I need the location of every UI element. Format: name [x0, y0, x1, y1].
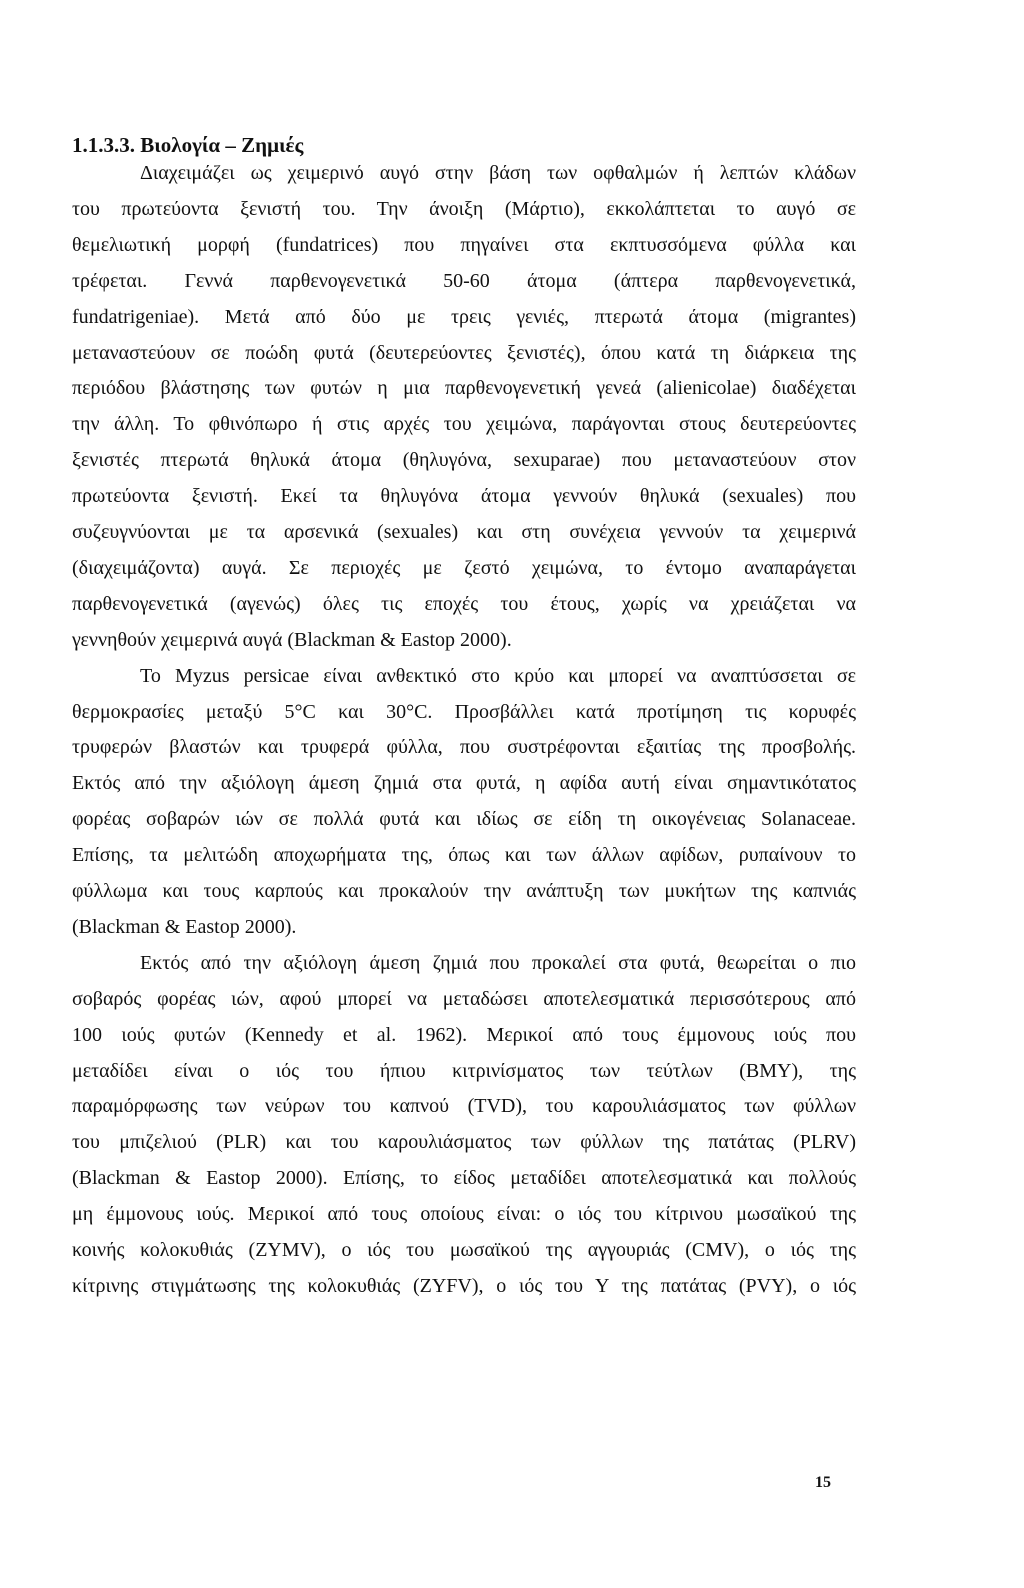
text-line: (Blackman & Eastop 2000). Επίσης, το είδος μεταδίδει αποτελεσματικά και πολλούς	[72, 1167, 856, 1189]
text-line: παραμόρφωσης των νεύρων του καπνού (TVD), του καρουλιάσματος των φύλλων	[72, 1095, 856, 1117]
text-line: ξενιστές πτερωτά θηλυκά άτομα (θηλυγόνα, sexuparae) που μεταναστεύουν στον	[72, 449, 856, 471]
text-line: περιόδου βλάστησης των φυτών η μια παρθενογενετική γενεά (alienicolae) διαδέχεται	[72, 377, 856, 399]
text-line: φορέας σοβαρών ιών σε πολλά φυτά και ιδίως σε είδη τη οικογένειας Solanaceae.	[72, 808, 856, 830]
text-line: Διαχειμάζει ως χειμερινό αυγό στην βάση των οφθαλμών ή λεπτών κλάδων	[140, 162, 856, 184]
text-line: σοβαρός φορέας ιών, αφού μπορεί να μεταδώσει αποτελεσματικά περισσότερους από	[72, 988, 856, 1010]
text-line: τρέφεται. Γεννά παρθενογενετικά 50-60 άτομα (άπτερα παρθενογενετικά,	[72, 270, 856, 292]
text-line: θεμελιωτική μορφή (fundatrices) που πηγαίνει στα εκπτυσσόμενα φύλλα και	[72, 234, 856, 256]
text-line: Επίσης, τα μελιτώδη αποχωρήματα της, όπως και των άλλων αφίδων, ρυπαίνουν το	[72, 844, 856, 866]
text-line: (Blackman & Eastop 2000).	[72, 916, 297, 938]
text-line: μεταδίδει είναι ο ιός του ήπιου κιτρινίσματος των τεύτλων (BMY), της	[72, 1060, 856, 1082]
text-line: του πρωτεύοντα ξενιστή του. Την άνοιξη (Μάρτιο), εκκολάπτεται το αυγό σε	[72, 198, 856, 220]
page-number: 15	[815, 1474, 831, 1491]
text-line: Εκτός από την αξιόλογη άμεση ζημιά που προκαλεί στα φυτά, θεωρείται ο πιο	[140, 952, 856, 974]
text-line: Εκτός από την αξιόλογη άμεση ζημιά στα φυτά, η αφίδα αυτή είναι σημαντικότατος	[72, 772, 856, 794]
text-line: τρυφερών βλαστών και τρυφερά φύλλα, που συστρέφονται εξαιτίας της προσβολής.	[72, 736, 856, 758]
text-line: την άλλη. Το φθινόπωρο ή στις αρχές του χειμώνα, παράγονται στους δευτερεύοντες	[72, 413, 856, 435]
text-line: θερμοκρασίες μεταξύ 5°C και 30°C. Προσβάλλει κατά προτίμηση τις κορυφές	[72, 701, 856, 723]
text-line: παρθενογενετικά (αγενώς) όλες τις εποχές του έτους, χωρίς να χρειάζεται να	[72, 593, 856, 615]
text-line: πρωτεύοντα ξενιστή. Εκεί τα θηλυγόνα άτομα γεννούν θηλυκά (sexuales) που	[72, 485, 856, 507]
text-line: fundatrigeniae). Μετά από δύο με τρεις γενιές, πτερωτά άτομα (migrantes)	[72, 306, 856, 328]
text-line: (διαχειμάζοντα) αυγά. Σε περιοχές με ζεστό χειμώνα, το έντομο αναπαράγεται	[72, 557, 856, 579]
text-line: συζευγνύονται με τα αρσενικά (sexuales) και στη συνέχεια γεννούν τα χειμερινά	[72, 521, 856, 543]
text-line: γεννηθούν χειμερινά αυγά (Blackman & Eastop 2000).	[72, 629, 512, 651]
text-line: μεταναστεύουν σε ποώδη φυτά (δευτερεύοντες ξενιστές), όπου κατά τη διάρκεια της	[72, 342, 856, 364]
section-heading: 1.1.3.3. Βιολογία – Ζημιές	[72, 133, 304, 157]
text-line: κίτρινης στιγμάτωσης της κολοκυθιάς (ZYFV), ο ιός του Υ της πατάτας (PVY), ο ιός	[72, 1275, 856, 1297]
text-line: κοινής κολοκυθιάς (ZYMV), ο ιός του μωσαϊκού της αγγουριάς (CMV), ο ιός της	[72, 1239, 856, 1261]
text-line: φύλλωμα και τους καρπούς και προκαλούν την ανάπτυξη των μυκήτων της καπνιάς	[72, 880, 856, 902]
text-line: του μπιζελιού (PLR) και του καρουλιάσματος των φύλλων της πατάτας (PLRV)	[72, 1131, 856, 1153]
text-line: 100 ιούς φυτών (Kennedy et al. 1962). Μερικοί από τους έμμονους ιούς που	[72, 1024, 856, 1046]
text-line: Το Myzus persicae είναι ανθεκτικό στο κρύο και μπορεί να αναπτύσσεται σε	[140, 665, 856, 687]
text-line: μη έμμονους ιούς. Μερικοί από τους οποίους είναι: ο ιός του κίτρινου μωσαϊκού της	[72, 1203, 856, 1225]
